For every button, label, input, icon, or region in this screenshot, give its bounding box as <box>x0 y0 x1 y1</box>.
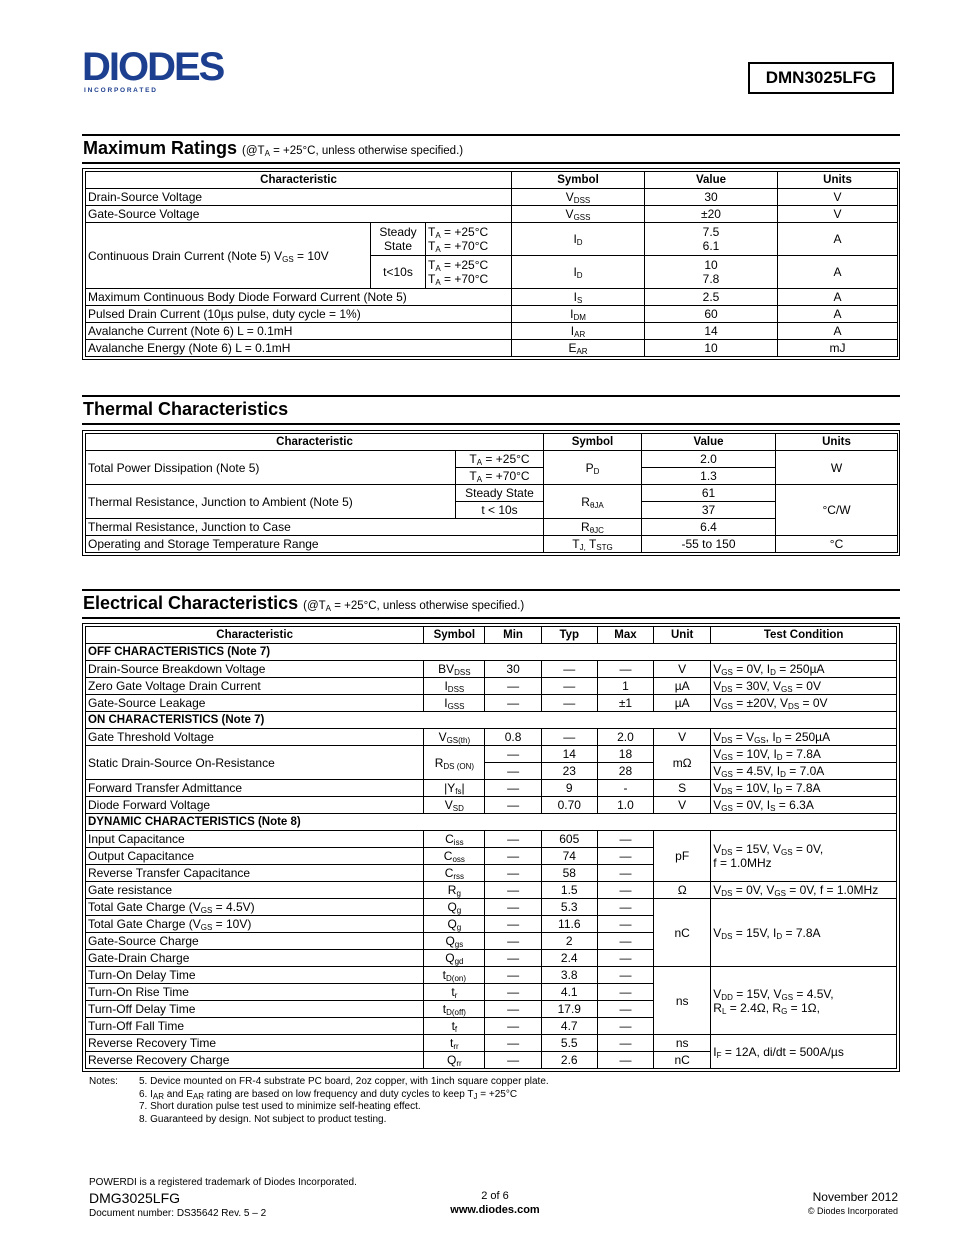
table-row: Reverse Recovery Time $t_{rr}$ — 5.5 — ns $I_F = 12A$, di/dt = 500A/µs <box>86 1035 897 1052</box>
table-row: Thermal Resistance, Junction to Ambient (Note 5) Steady State $R_{\theta JA}$ 61 °C/W <box>86 485 898 502</box>
table-row: Zero Gate Voltage Drain Current $I_{DSS}$ — — 1 µA $V_{DS} = 30V$, $V_{GS} = 0V$ <box>86 678 897 695</box>
table-row: Reverse Recovery Charge $Q_{rr}$ — 2.6 — nC <box>86 1052 897 1069</box>
part-number-box <box>748 62 894 94</box>
table-row: Turn-On Delay Time $t_{D(on)}$ — 3.8 — ns $V_{DD} = 15V$, $V_{GS} = 4.5V$, $R_L = 2.4\Omega$, $R_G = 1\Omega$, <box>86 967 897 984</box>
logo-text: DIODES <box>82 46 224 89</box>
table-row: Avalanche Current (Note 6) L = 0.1mH $I_{AR}$ 14 A <box>86 323 898 340</box>
table-row: Maximum Continuous Body Diode Forward Current (Note 5) $I_S$ 2.5 A <box>86 289 898 306</box>
note-item: 5. Device mounted on FR-4 substrate PC board, 2oz copper, with 1inch square copper plate. <box>139 1076 549 1087</box>
logo-mark-icon <box>82 46 254 94</box>
col-header: Value <box>642 434 776 451</box>
max-ratings-header <box>82 134 900 164</box>
footer-date: November 2012 <box>812 1190 898 1204</box>
table-row: Gate-Source Voltage $V_{GSS}$ ±20 V <box>86 206 898 223</box>
col-header: Value <box>645 172 778 189</box>
notes <box>89 1076 549 1126</box>
table-row: Gate resistance $R_g$ — 1.5 — Ω $V_{DS} = 0V$, $V_{GS} = 0V$, f = 1.0MHz <box>86 882 897 899</box>
col-header: Units <box>778 172 898 189</box>
col-header: Characteristic <box>86 172 512 189</box>
table-row: Static Drain-Source On-Resistance $R_{DS (ON)}$ — 14 18 mΩ $V_{GS} = 10V$, $I_D = 7.8A$ <box>86 746 897 763</box>
section-label: DYNAMIC CHARACTERISTICS (Note 8) <box>86 814 897 831</box>
footer-url[interactable]: www.diodes.com <box>450 1204 540 1216</box>
table-row: Output Capacitance $C_{oss}$ — 74 — <box>86 848 897 865</box>
footer-trademark: POWERDI is a registered trademark of Diodes Incorporated. <box>89 1177 357 1188</box>
table-row: Operating and Storage Temperature Range $T_{J,}$ $T_{STG}$ -55 to 150 °C <box>86 536 898 553</box>
max-ratings-table <box>82 168 900 360</box>
table-row: Avalanche Energy (Note 6) L = 0.1mH $E_{AR}$ 10 mJ <box>86 340 898 357</box>
table-row: Total Gate Charge $(V_{GS} = 4.5V)$ $Q_g$ — 5.3 — nC $V_{DS} = 15V$, $I_D = 7.8A$ <box>86 899 897 916</box>
col-header: Symbol <box>424 627 485 644</box>
table-row: Reverse Transfer Capacitance $C_{rss}$ — 58 — <box>86 865 897 882</box>
table-row: Gate-Source Leakage $I_{GSS}$ — — ±1 µA $V_{GS} = \pm 20V$, $V_{DS} = 0V$ <box>86 695 897 712</box>
diodes-logo <box>82 46 254 94</box>
electrical-header <box>82 589 900 619</box>
table-row: Gate Threshold Voltage $V_{GS(th)}$ 0.8 — 2.0 V $V_{DS} = V_{GS}$, $I_D = 250\mu A$ <box>86 729 897 746</box>
table-row: Gate-Drain Charge $Q_{gd}$ — 2.4 — <box>86 950 897 967</box>
col-header: Units <box>776 434 898 451</box>
table-row: Total Power Dissipation (Note 5) $T_A = +25^\circ C$ $P_D$ 2.0 W <box>86 451 898 468</box>
col-header: Symbol <box>544 434 642 451</box>
thermal-title: Thermal Characteristics <box>83 399 289 419</box>
col-header: Max <box>597 627 653 644</box>
table-row: $T_A = +70^\circ C$ 1.3 <box>86 468 898 485</box>
table-row: Turn-Off Delay Time $t_{D(off)}$ — 17.9 — <box>86 1001 897 1018</box>
table-row: Continuous Drain Current (Note 5) $V_{GS} = 10V$ Steady State $T_A = +25^\circ C$ $T_A = +70^\circ C$ $I_D$ 7.5 6.1 A <box>86 223 898 256</box>
col-header: Typ <box>541 627 597 644</box>
table-row: Forward Transfer Admittance $|Y_{fs}|$ — 9 - S $V_{DS} = 10V$, $I_D = 7.8A$ <box>86 780 897 797</box>
table-row: Pulsed Drain Current (10µs pulse, duty cycle = 1%) $I_{DM}$ 60 A <box>86 306 898 323</box>
table-row: t < 10s 37 <box>86 502 898 519</box>
col-header: Symbol <box>512 172 645 189</box>
part-number: DMN3025LFG <box>765 68 877 87</box>
footer-docnum: Document number: DS35642 Rev. 5 – 2 <box>89 1208 267 1219</box>
table-row: Turn-Off Fall Time $t_f$ — 4.7 — <box>86 1018 897 1035</box>
table-row: Drain-Source Voltage $V_{DSS}$ 30 V <box>86 189 898 206</box>
electrical-table <box>82 623 900 1072</box>
col-header: Unit <box>654 627 711 644</box>
table-row: Input Capacitance $C_{iss}$ — 605 — pF $V_{DS} = 15V$, $V_{GS} = 0V$, f = 1.0MHz <box>86 831 897 848</box>
section-label: ON CHARACTERISTICS (Note 7) <box>86 712 897 729</box>
max-ratings-cond: ($@T_A = +25^\circ C$, unless otherwise specified.) <box>242 145 464 158</box>
col-header: Characteristic <box>86 434 544 451</box>
footer-copyright: © Diodes Incorporated <box>807 1206 898 1216</box>
table-row: Gate-Source Charge $Q_{gs}$ — 2 — <box>86 933 897 950</box>
col-header: Test Condition <box>711 627 897 644</box>
table-row: Diode Forward Voltage $V_{SD}$ — 0.70 1.0 V $V_{GS} = 0V$, $I_S = 6.3A$ <box>86 797 897 814</box>
thermal-table <box>82 430 900 556</box>
logo-subtext: I N C O R P O R A T E D <box>84 87 156 94</box>
footer-part: DMG3025LFG <box>89 1190 181 1206</box>
electrical-cond: ($@T_A = +25^\circ C$, unless otherwise specified.) <box>303 600 525 613</box>
thermal-header <box>82 395 900 425</box>
table-row: Turn-On Rise Time $t_r$ — 4.1 — <box>86 984 897 1001</box>
note-item: 7. Short duration pulse test used to minimize self-heating effect. <box>139 1101 421 1112</box>
notes-label: Notes: <box>89 1076 118 1087</box>
table-row: Thermal Resistance, Junction to Case $R_{\theta JC}$ 6.4 <box>86 519 898 536</box>
col-header: Characteristic <box>86 627 424 644</box>
table-row: — 23 28 $V_{GS} = 4.5V$, $I_D = 7.0A$ <box>86 763 897 780</box>
note-item: 6. $I_{AR}$ and $E_{AR}$ rating are based on low frequency and duty cycles to keep $T_J = +25^\circ C$ <box>139 1088 518 1101</box>
col-header: Min <box>485 627 541 644</box>
section-label: OFF CHARACTERISTICS (Note 7) <box>86 644 897 661</box>
table-row: Drain-Source Breakdown Voltage $BV_{DSS}$ 30 — — V $V_{GS} = 0V$, $I_D = 250\mu A$ <box>86 661 897 678</box>
table-row: Total Gate Charge $(V_{GS} = 10V)$ $Q_g$ — 11.6 — <box>86 916 897 933</box>
electrical-title: Electrical Characteristics <box>83 593 299 613</box>
note-item: 8. Guaranteed by design. Not subject to product testing. <box>139 1113 387 1125</box>
footer-page: 2 of 6 <box>481 1190 509 1202</box>
table-row: t<10s $T_A = +25^\circ C$ $T_A = +70^\circ C$ $I_D$ 10 7.8 A <box>86 256 898 289</box>
max-ratings-title: Maximum Ratings <box>83 138 238 158</box>
